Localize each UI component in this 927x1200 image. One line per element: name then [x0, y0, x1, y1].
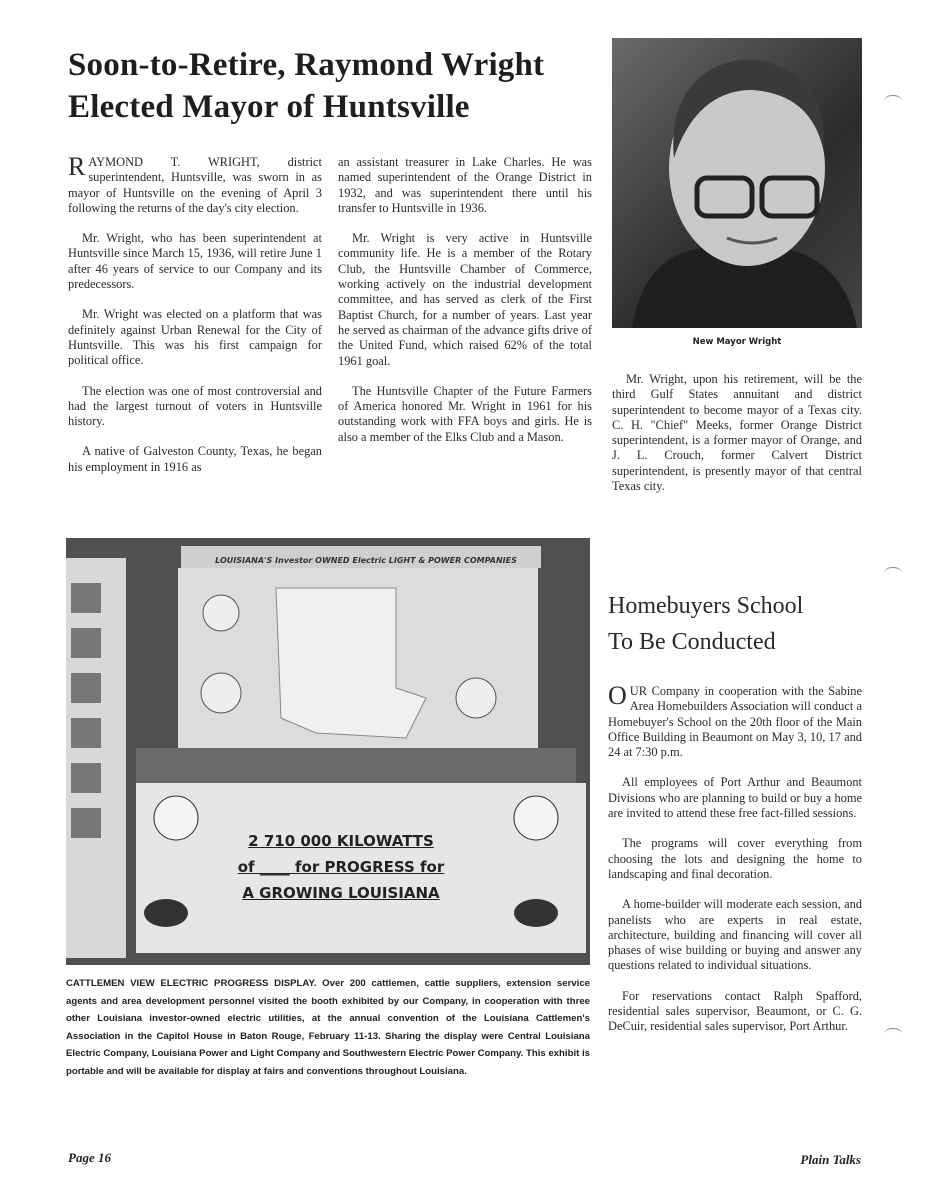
article-column-3 [612, 372, 862, 509]
homebuyers-headline [608, 588, 868, 660]
drop-cap: R [68, 152, 86, 181]
caption-body: Over 200 cattlemen, cattle suppliers, extension service agents and area development personnel visited the booth exhibited by our Company, in cooperation with three other Louisiana investor-owned electric utilities, at the annual convention of the Louisiana Cattlemen's Association in the Capitol House in Baton Rouge, February 11-13. Sharing the display were Central Louisiana Electric Company, Louisiana Power and Light Company and Southwestern Electric Power Company. This exhibit is portable and will be available for display at fairs and conventions throughout Louisiana. [66, 978, 590, 1077]
sign-top: LOUISIANA'S Investor OWNED Electric LIGHT & POWER COMPANIES [215, 556, 517, 565]
paragraph: an assistant treasurer in Lake Charles. He was named superintendent of the Orange District in 1932, and was superintendent there until his transfer to Huntsville in 1936. [338, 155, 592, 215]
paragraph-text: AYMOND T. WRIGHT, district superintendent, Huntsville, was sworn in as mayor of Huntsville on the evening of April 3 following the returns of the day's city election. [68, 155, 322, 215]
page-number: Page 16 [68, 1150, 111, 1165]
article-column-2 [338, 155, 592, 460]
paragraph-text: UR Company in cooperation with the Sabine Area Homebuilders Association will conduct a Homebuyer's School on the 20th floor of the Main Office Building in Beaumont on May 3, 10, 17 and 24 at 7:30 p.m. [608, 684, 862, 760]
photo-caption: New Mayor Wright [692, 337, 782, 347]
paragraph [68, 152, 322, 216]
sign-line-1: 2 710 000 KILOWATTS [248, 832, 434, 850]
paragraph: Mr. Wright was elected on a platform that was definitely against Urban Renewal for the City of Huntsville. This was his first campaign for political office. [68, 307, 322, 368]
mayor-portrait-photo [612, 38, 862, 328]
headline-line-2: Elected Mayor of Huntsville [68, 89, 470, 125]
paragraph: The Huntsville Chapter of the Future Farmers of America honored Mr. Wright in 1961 for his outstanding work with FFA boys and girls. He is also a member of the Elks Club and a Mason. [338, 383, 592, 444]
display-caption [66, 975, 590, 1080]
paragraph: The election was one of most controversial and had the largest turnout of voters in Huntsville history. [68, 383, 322, 429]
sign-line-3: A GROWING LOUISIANA [242, 884, 440, 902]
sign-text [186, 828, 496, 906]
binding-mark [884, 567, 902, 578]
homebuyers-article [608, 681, 862, 1050]
paragraph [608, 681, 862, 760]
binding-mark [884, 95, 902, 106]
exhibit-display-photo [66, 538, 590, 965]
paragraph: A home-builder will moderate each session, and panelists who are experts in real estate, architecture, building and financing will cover all phases of wise building or buying and answer any questions related to individual situations. [608, 897, 862, 973]
caption-lead: CATTLEMEN VIEW ELECTRIC PROGRESS DISPLAY. [66, 978, 317, 989]
homebuyers-headline-line-2: To Be Conducted [608, 629, 776, 655]
paragraph: Mr. Wright, who has been superintendent at Huntsville since March 15, 1936, will retire June 1 after 46 years of service to our Company and its predecessors. [68, 231, 322, 292]
paragraph: All employees of Port Arthur and Beaumont Divisions who are planning to build or buy a home are invited to attend these free fact-filled sessions. [608, 775, 862, 821]
sign-line-2: of ____ for PROGRESS for [237, 858, 445, 876]
headline [68, 44, 588, 128]
drop-cap: O [608, 681, 627, 710]
paragraph: For reservations contact Ralph Spafford, residential sales supervisor, Beaumont, or C. G. DeCuir, residential sales supervisor, Port Arthur. [608, 988, 862, 1034]
headline-line-1: Soon-to-Retire, Raymond Wright [68, 47, 545, 83]
paragraph: Mr. Wright is very active in Huntsville community life. He is a member of the Rotary Club, the Huntsville Chamber of Commerce, working actively on the industrial development committee, and has served as clerk of the First Baptist Church, for a number of years. Last year he served as chairman of the advance gifts drive of the United Fund, which raised 62% of the total 1961 goal. [338, 231, 592, 368]
paragraph: A native of Galveston County, Texas, he began his employment in 1916 as [68, 444, 322, 474]
binding-mark [884, 1028, 902, 1039]
publication-name: Plain Talks [800, 1152, 861, 1167]
article-column-1 [68, 152, 322, 490]
paragraph: The programs will cover everything from choosing the lots and designing the home to landscaping and final decoration. [608, 836, 862, 881]
portrait-image [612, 38, 862, 328]
homebuyers-headline-line-1: Homebuyers School [608, 593, 804, 619]
paragraph: Mr. Wright, upon his retirement, will be the third Gulf States annuitant and district superintendent to become mayor of a Texas city. C. H. "Chief" Meeks, former Orange District superintendent, is a former mayor of Orange, and J. L. Crouch, former Calvert District superintendent, is presently mayor of that central Texas city. [612, 372, 862, 494]
